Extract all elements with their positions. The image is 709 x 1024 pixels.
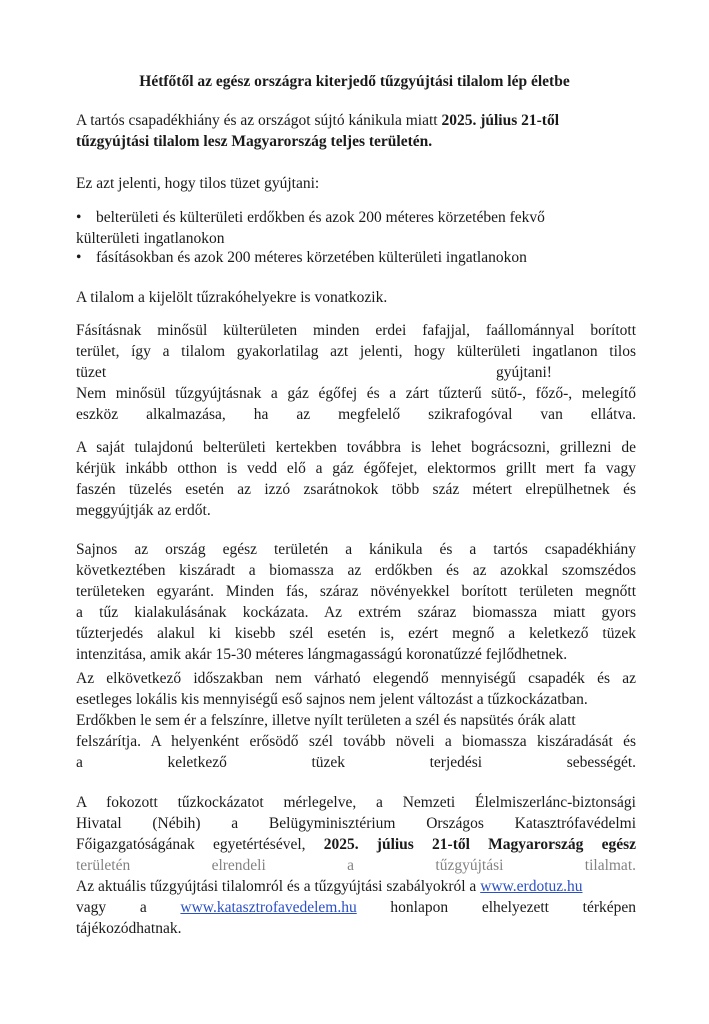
also-paragraph: A tilalom a kijelölt tűzrakóhelyekre is vonatkozik. xyxy=(76,289,388,306)
bullet-dot: • xyxy=(76,249,82,266)
means-paragraph: Ez azt jelenti, hogy tilos tüzet gyújtani: xyxy=(76,175,320,192)
bullet-dot: • xyxy=(76,209,82,226)
bullet-item-forests: belterületi és külterületi erdőkben és azok 200 méteres körzetében fekvő xyxy=(96,209,545,226)
faded-line: területén elrendeli a tűzgyújtási tilalmat. xyxy=(76,857,636,874)
garden-paragraph: A saját tulajdonú belterületi kertekben továbbra is lehet bográcsozni, grillezni de kérjük inkább otthon is vedd elő a gáz égőfejet, elektormos grillt mert fa vagy faszén tüzelés esetén az izzó zsarátnokok több száz métert elrepülhetnek és meggyújtják az erdőt. xyxy=(76,439,636,519)
decree-paragraph: A fokozott tűzkockázatot mérlegelve, a Nemzeti Élelmiszerlánc-biztonsági Hivatal (Nébih) a Belügyminisztérium Országos Katasztrófavédelmi Főigazgatóságának egyetértésével, 2025. július 21-től Magyarország egész területén elrendeli a tűzgyújtási tilalmat. Az aktuális tűzgyújtási tilalomról és a tűzgyújtási szabályokról a www.erdotuz.hu vagy a www.katasztrofavedelem.hu honlapon elhelyezett térképen tájékozódhatnak. xyxy=(76,794,637,937)
intro-paragraph: A tartós csapadékhiány és az országot sújtó kánikula miatt 2025. július 21-től tűzgyújtási tilalom lesz Magyarország teljes területén. xyxy=(76,112,560,150)
fasitas-paragraph: Fásításnak minősül külterületen minden erdei fafajjal, faállománnyal borított terület, így a tilalom gyakorlatilag azt jelenti, hogy külterületi ingatlanon tilos tüzet gyújtani! Nem minősül tűzgyújtásnak a gáz égőfej és a zárt tűzterű sütő-, főző-, melegítő eszköz alkalmazása, ha az megfelelő szikrafogóval van ellátva. xyxy=(76,322,636,423)
bullet-item-plantings: fásításokban és azok 200 méteres körzetében külterületi ingatlanokon xyxy=(96,249,527,266)
document-title: Hétfőtől az egész országra kiterjedő tűzgyújtási tilalom lép életbe xyxy=(139,73,570,90)
katasztrofavedelem-link[interactable]: www.katasztrofavedelem.hu xyxy=(180,899,357,916)
drought-paragraph: Sajnos az ország egész területén a kánikula és a tartós csapadékhiány következtében kiszáradt a biomassza az erdőkben és az azokkal szomszédos területeken egyaránt. Minden fás, száraz növényekkel borított területen megnőtt a tűz kialakulásának kockázata. Az extrém száraz biomassza miatt gyors tűzterjedés alakul ki kisebb szél esetén is, ezért megnő a keletkező tüzek intenzitása, amik akár 15-30 méteres lángmagasságú koronatűzzé fejlődhetnek. xyxy=(76,541,636,663)
forecast-paragraph: Az elkövetkező időszakban nem várható elegendő mennyiségű csapadék és az esetleges lokális kis mennyiségű eső sajnos nem jelent változást a tűzkockázatban. Erdőkben le sem ér a felszínre, illetve nyílt területen a szél és napsütés órák alatt felszárítja. A helyenként erősödő szél tovább növeli a biomassza kiszáradását és a keletkező tüzek terjedési sebességét. xyxy=(76,670,636,771)
erdotuz-link[interactable]: www.erdotuz.hu xyxy=(480,878,583,895)
bullet-item-forests-cont: külterületi ingatlanokon xyxy=(76,230,225,247)
